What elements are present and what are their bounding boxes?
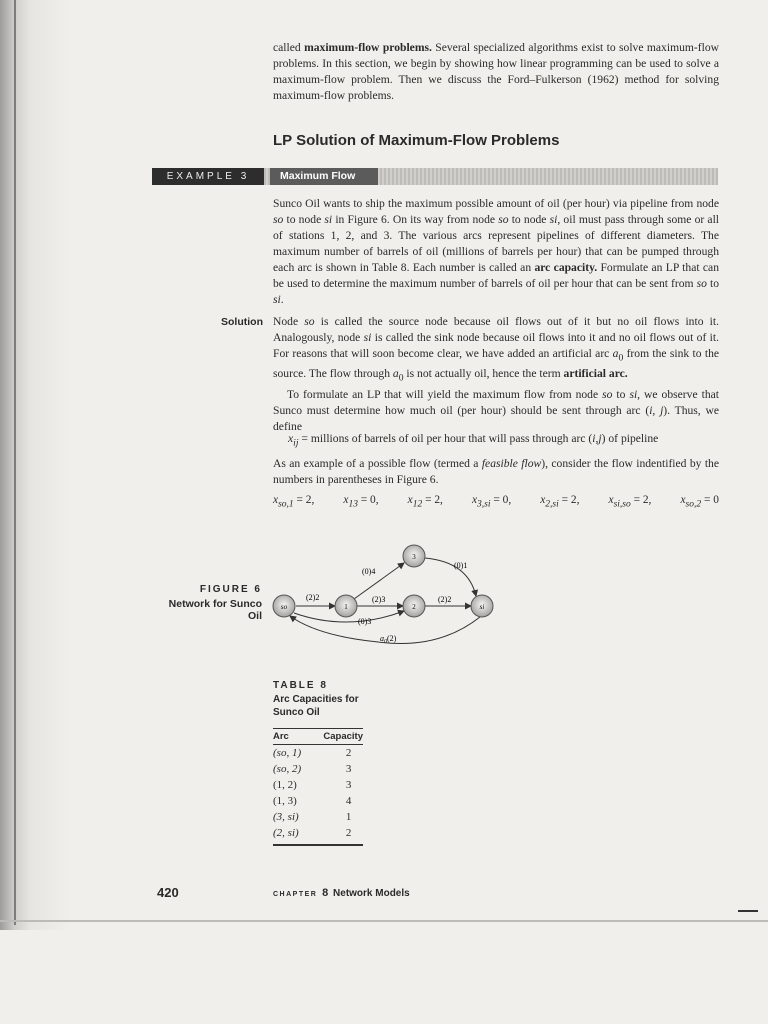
figure-label	[152, 584, 262, 622]
node-2-label: 2	[412, 603, 416, 611]
table-bottom-rule	[273, 844, 363, 846]
flow-values	[273, 494, 719, 509]
arc-label-so-1: (2)2	[306, 593, 320, 602]
flow-value: $x_{so,2} = 0$	[680, 494, 719, 510]
table-row: (3, si) 1	[273, 811, 352, 823]
table-row: (1, 3) 4	[273, 795, 352, 807]
flow-value: $x_{so,1} = 2$,	[273, 494, 315, 510]
figure-number: FIGURE 6	[199, 584, 262, 595]
flow-value: $x_{13} = 0$,	[343, 494, 379, 510]
page-bottom-edge	[0, 920, 768, 922]
chapter-word: CHAPTER	[273, 891, 318, 898]
capacity-table-block	[273, 680, 363, 846]
example-title: Maximum Flow	[270, 168, 378, 185]
table-row: (2, si) 2	[273, 827, 352, 839]
problem-paragraph: Sunco Oil wants to ship the maximum possible amount of oil (per hour) via pipeline from node so to node si in Figure 6. On its way from node so to node si, oil must pass through some or all of stations 1, 2, and 3. The various arcs represent pipelines of different diameters. The maximum number of barrels of oil (millions of barrels per hour) that can be pumped through each arc is shown in Table 8. Each number is called an arc capacity. Formulate an LP that can be used to determine the maximum number of barrels of oil per hour that can be sent from so to si.	[273, 197, 720, 306]
node-3-label: 3	[412, 553, 416, 561]
node-si-label: si	[479, 603, 485, 611]
example-tag: EXAMPLE 3	[152, 168, 264, 185]
flow-value: $x_{12} = 2$,	[407, 494, 443, 510]
table-header-arc: Arc	[273, 729, 310, 745]
feasible-flow-paragraph: As an example of a possible flow (termed a feasible flow), consider the flow indentified by the numbers in parentheses in Figure 6.	[273, 457, 719, 486]
arc-label-a0: $a_0(2)$	[380, 634, 397, 645]
arc-label-so-2: (0)3	[358, 617, 372, 626]
section-heading: LP Solution of Maximum-Flow Problems	[273, 132, 560, 149]
flow-value: $x_{3,si} = 0$,	[471, 494, 512, 510]
table-header-capacity: Capacity	[310, 729, 363, 745]
solution-label: Solution	[221, 316, 263, 328]
intro-paragraph: called maximum-flow problems. Several specialized algorithms exist to solve maximum-flow problems. In this section, we begin by showing how linear programming can be used to solve a maximum-flow problem. Then we discuss the Ford–Fulkerson (1962) method for solving maximum-flow problems.	[273, 41, 720, 102]
table-row: (so, 1) 2	[273, 747, 352, 759]
table-row: (1, 2) 3	[273, 779, 352, 791]
flow-value: $x_{2,si} = 2$,	[540, 494, 580, 510]
chapter-number: 8	[322, 887, 329, 899]
node-1-label: 1	[344, 603, 348, 611]
arc-label-2-si: (2)2	[438, 595, 452, 604]
example-bar	[152, 168, 718, 185]
chapter-title: Network Models	[333, 888, 410, 899]
table-caption: Arc Capacities for Sunco Oil	[273, 694, 359, 718]
running-footer	[273, 887, 410, 899]
corner-mark	[738, 910, 758, 912]
solution-paragraph: Node so is called the source node because oil flows out of it but no oil flows into it. Analogously, node si is called the sink node because oil flows into it and no oil flows out of it. For reasons that will soon become clear, we have added an artificial arc $a_0$ from the sink to the source. The flow through $a_0$ is not actually oil, hence the term artificial arc. To formulate an LP that will yield the maximum flow from node so to si, we observe that Sunco must determine how much oil (per hour) should be sent through arc (i, j). Thus, we define	[273, 315, 720, 433]
capacity-table	[273, 728, 363, 841]
variable-definition: $x_{ij}$ = millions of barrels of oil per hour that will pass through arc (i,j) of pipeline	[288, 432, 659, 449]
binding-shadow	[0, 0, 70, 930]
table-label: TABLE 8	[273, 680, 328, 691]
arc-label-1-2: (2)3	[372, 595, 386, 604]
node-so-label: so	[280, 603, 288, 611]
table-row: (so, 2) 3	[273, 763, 352, 775]
arc-3-si	[425, 558, 476, 596]
arc-label-3-si: (0)1	[454, 561, 468, 570]
page-number: 420	[157, 885, 179, 900]
binding-edge	[14, 0, 16, 925]
flow-value: $x_{si,so} = 2$,	[608, 494, 652, 510]
figure-caption: Network for Sunco Oil	[168, 598, 262, 622]
arc-label-1-3: (0)4	[362, 567, 376, 576]
network-diagram	[268, 540, 508, 650]
